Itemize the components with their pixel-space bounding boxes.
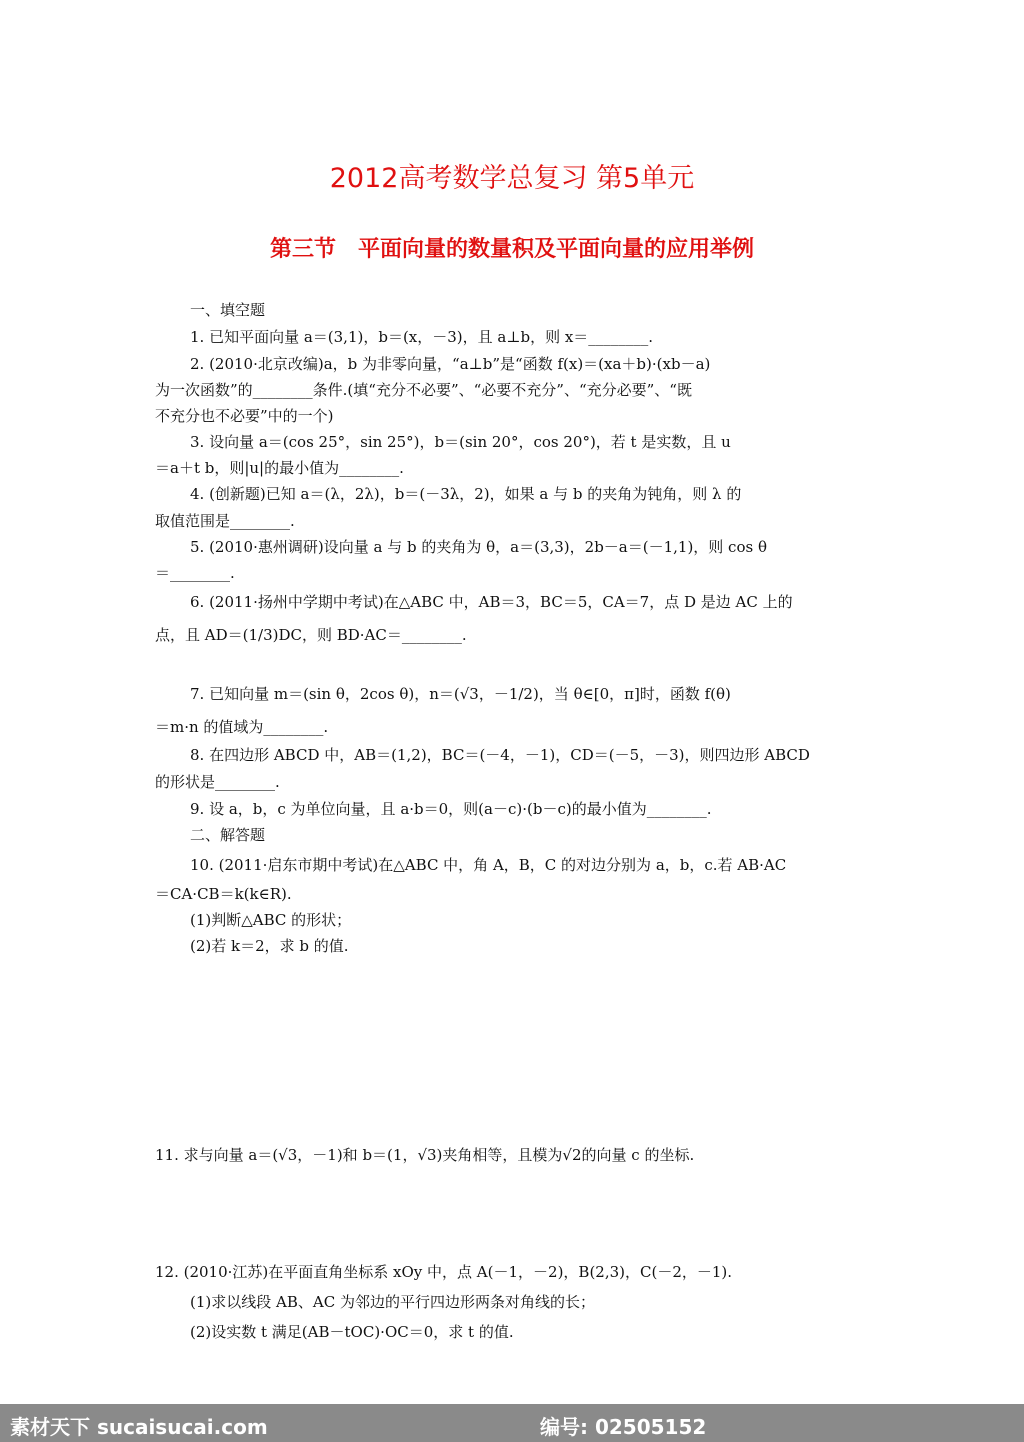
- question-2-line-1: 2. (2010·北京改编)a，b 为非零向量，“a⊥b”是“函数 f(x)＝(xa＋b)·(xb－a): [190, 355, 711, 373]
- question-11: 11. 求与向量 a＝(√3，－1)和 b＝(1，√3)夹角相等，且模为√2的向量 c 的坐标.: [155, 1146, 695, 1164]
- question-7-line-2: ＝m·n 的值域为________.: [155, 718, 329, 736]
- question-10-part-2: (2)若 k＝2，求 b 的值.: [190, 937, 349, 955]
- question-7-line-1: 7. 已知向量 m＝(sin θ，2cos θ)，n＝(√3，－1/2)，当 θ∈[0，π]时，函数 f(θ): [190, 685, 731, 703]
- question-2-line-2: 为一次函数”的________条件.(填“充分不必要”、“必要不充分”、“充分必要”、“既: [155, 381, 692, 399]
- question-2-line-3: 不充分也不必要”中的一个): [155, 407, 334, 425]
- question-6-line-1: 6. (2011·扬州中学期中考试)在△ABC 中，AB＝3，BC＝5，CA＝7，点 D 是边 AC 上的: [190, 593, 793, 611]
- section-title: 第三节 平面向量的数量积及平面向量的应用举例: [269, 237, 754, 262]
- question-6-line-2: 点，且 AD＝(1/3)DC，则 BD·AC＝________.: [155, 626, 467, 644]
- question-10-part-1: (1)判断△ABC 的形状；: [190, 911, 352, 929]
- document-title: 2012高考数学总复习 第5单元: [329, 163, 695, 194]
- question-8-line-1: 8. 在四边形 ABCD 中，AB＝(1,2)，BC＝(－4，－1)，CD＝(－5，－3)，则四边形 ABCD: [190, 746, 810, 764]
- question-9: 9. 设 a，b，c 为单位向量，且 a·b＝0，则(a－c)·(b－c)的最小值为________.: [190, 800, 712, 818]
- question-5-line-2: ＝________.: [155, 564, 235, 582]
- question-4-line-2: 取值范围是________.: [155, 512, 295, 530]
- section-heading-solve: 二、解答题: [190, 826, 266, 844]
- watermark-bar: [0, 1404, 1024, 1442]
- question-10-line-2: ＝CA·CB＝k(k∈R).: [155, 885, 292, 903]
- question-3-line-1: 3. 设向量 a＝(cos 25°，sin 25°)，b＝(sin 20°，cos 20°)，若 t 是实数，且 u: [190, 433, 731, 451]
- question-10-line-1: 10. (2011·启东市期中考试)在△ABC 中，角 A，B，C 的对边分别为 a，b，c.若 AB·AC: [190, 856, 787, 874]
- question-12-line-1: 12. (2010·江苏)在平面直角坐标系 xOy 中，点 A(－1，－2)，B(2,3)，C(－2，－1).: [155, 1263, 733, 1281]
- watermark-site: 素材天下 sucaisucai.com: [10, 1415, 268, 1439]
- question-12-part-1: (1)求以线段 AB、AC 为邻边的平行四边形两条对角线的长；: [190, 1293, 595, 1311]
- section-heading-fill-blank: 一、填空题: [190, 301, 266, 319]
- question-1: 1. 已知平面向量 a＝(3,1)，b＝(x，－3)，且 a⊥b，则 x＝________.: [190, 328, 654, 346]
- question-4-line-1: 4. (创新题)已知 a＝(λ，2λ)，b＝(－3λ，2)，如果 a 与 b 的夹角为钝角，则 λ 的: [190, 485, 742, 503]
- question-5-line-1: 5. (2010·惠州调研)设向量 a 与 b 的夹角为 θ，a＝(3,3)，2b－a＝(－1,1)，则 cos θ: [190, 538, 767, 556]
- question-8-line-2: 的形状是________.: [155, 773, 280, 791]
- watermark-id: 编号: 02505152: [540, 1415, 707, 1439]
- question-3-line-2: ＝a＋t b，则|u|的最小值为________.: [155, 459, 404, 477]
- question-12-part-2: (2)设实数 t 满足(AB－tOC)·OC＝0，求 t 的值.: [190, 1323, 514, 1341]
